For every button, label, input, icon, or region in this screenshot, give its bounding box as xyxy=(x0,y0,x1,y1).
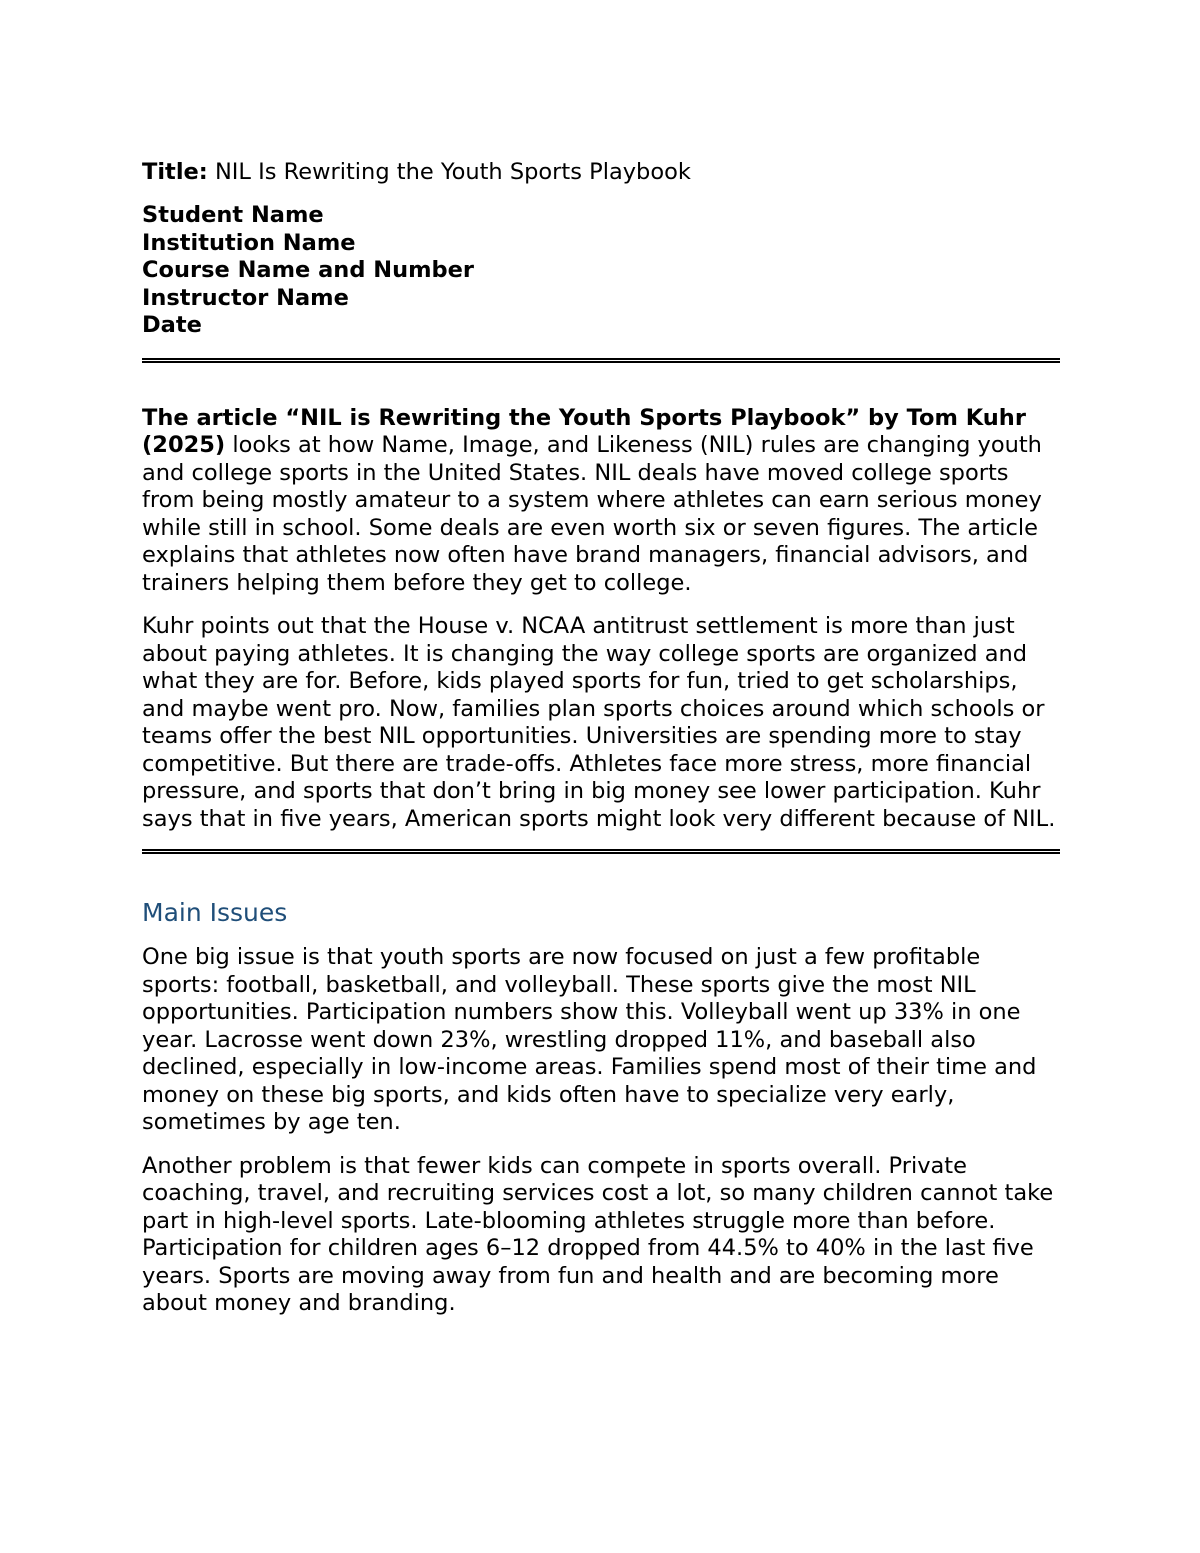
institution-name: Institution Name xyxy=(142,229,356,256)
issues-paragraph-1: One big issue is that youth sports are now focused on just a few profitable sports: football, basketball, and volleyball. These sports give the most NIL opportunities. Participation numbers show this. Volleyball went up 33% in one year. Lacrosse went down 23%, wrestling dropped 11%, and baseball also declined, especially in low-income areas. Families spend most of their time and money on these big sports, and kids often have to specialize very early, sometimes by age ten. xyxy=(142,944,1037,1135)
summary-citation: The article “NIL is Rewriting the Youth Sports Playbook” by Tom Kuhr (2025) xyxy=(142,404,1026,458)
issues-paragraph-2: Another problem is that fewer kids can compete in sports overall. Private coaching, travel, and recruiting services cost a lot, so many children cannot take part in high-level sports. Late-blooming athletes struggle more than before. Participation for children ages 6–12 dropped from 44.5% to 40% in the last five years. Sports are moving away from fun and health and are becoming more about money and branding. xyxy=(142,1152,1054,1316)
instructor-name: Instructor Name xyxy=(142,284,349,311)
divider-top xyxy=(142,358,1060,363)
title-text: NIL Is Rewriting the Youth Sports Playbook xyxy=(214,159,691,185)
summary-paragraph-2: Kuhr points out that the House v. NCAA antitrust settlement is more than just about paying athletes. It is changing the way college sports are organized and what they are for. Before, kids played sports for fun, tried to get scholarships, and maybe went pro. Now, families plan sports choices around which schools or teams offer the best NIL opportunities. Universities are spending more to stay competitive. But there are trade-offs. Athletes face more stress, more financial pressure, and sports that don’t bring in big money see lower participation. Kuhr says that in five years, American sports might look very different because of NIL. xyxy=(142,613,1056,832)
divider-bottom xyxy=(142,849,1060,854)
summary-section xyxy=(142,405,1060,834)
date: Date xyxy=(142,312,202,338)
title-line xyxy=(142,158,1060,186)
course-name: Course Name and Number xyxy=(142,257,475,283)
cover-info xyxy=(142,202,1060,340)
title-label: Title: xyxy=(142,159,208,185)
summary-paragraph-1 xyxy=(142,405,1060,598)
main-issues-section xyxy=(142,944,1060,1318)
summary-paragraph-1-text: looks at how Name, Image, and Likeness (NIL) rules are changing youth and college sports in the United States. NIL deals have moved college sports from being mostly amateur to a system where athletes can earn serious money while still in school. Some deals are even worth six or seven figures. The article explains that athletes now often have brand managers, financial advisors, and trainers helping them before they get to college. xyxy=(142,432,1042,596)
document-page xyxy=(142,158,1060,1318)
student-name: Student Name xyxy=(142,202,324,228)
section-heading-main-issues: Main Issues xyxy=(142,898,288,927)
